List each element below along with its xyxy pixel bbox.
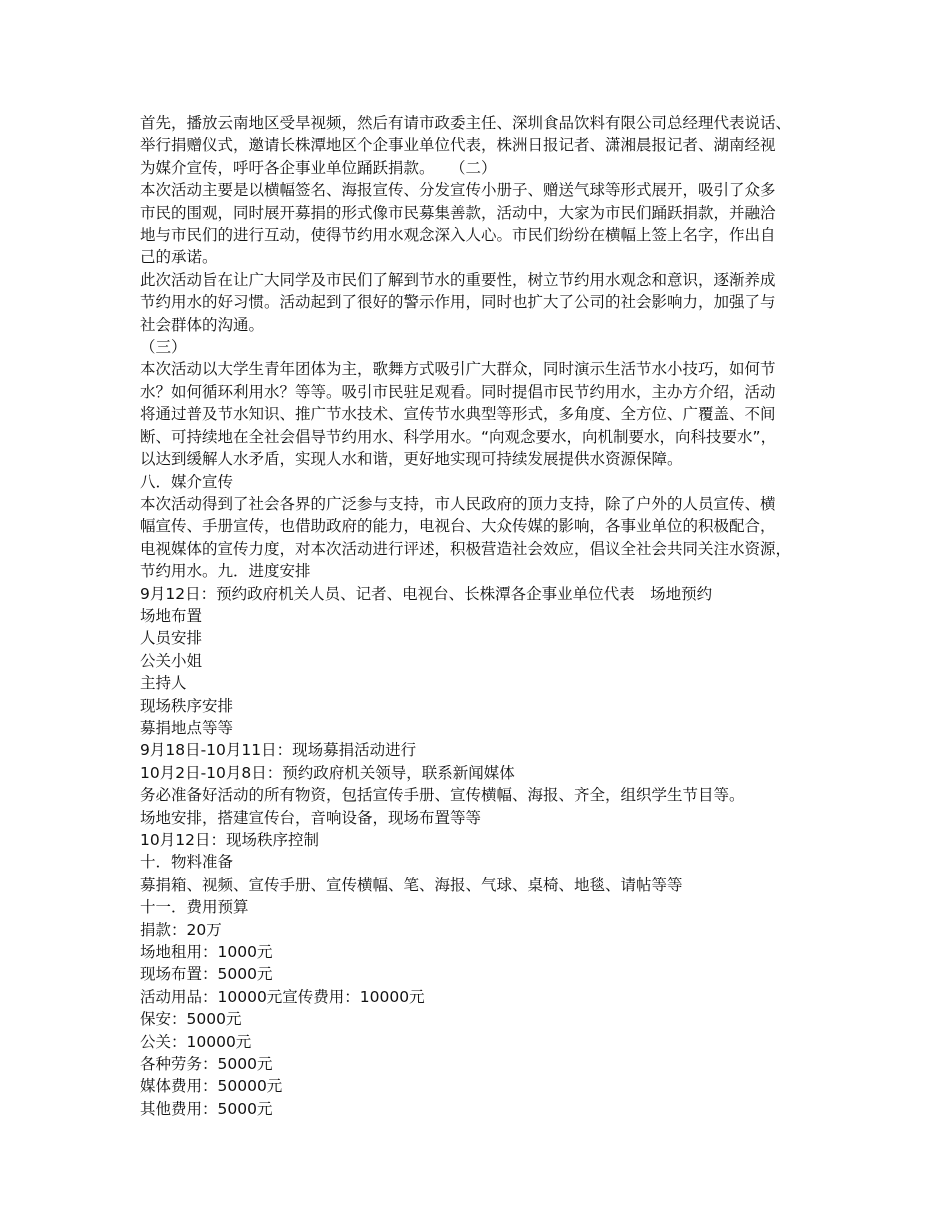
text-line: 保安：5000元: [140, 1010, 242, 1029]
text-line: 其他费用：5000元: [140, 1099, 273, 1118]
text-line: 本次活动得到了社会各界的广泛参与支持，市人民政府的顶力支持，除了户外的人员宣传、横: [140, 494, 776, 513]
text-line: 节约用水。九．进度安排: [140, 562, 311, 581]
text-line: 本次活动以大学生青年团体为主，歌舞方式吸引广大群众，同时演示生活节水小技巧，如何节: [140, 360, 776, 379]
text-line: 现场秩序安排: [140, 696, 234, 715]
text-line: 节约用水的好习惯。活动起到了很好的警示作用，同时也扩大了公司的社会影响力，加强了与: [140, 293, 776, 312]
text-line: 10月12日：现场秩序控制: [140, 831, 319, 849]
text-line: 此次活动旨在让广大同学及市民们了解到节水的重要性，树立节约用水观念和意识，逐渐养成: [140, 270, 776, 289]
text-line: 本次活动主要是以横幅签名、海报宣传、分发宣传小册子、赠送气球等形式展开，吸引了众多: [140, 181, 776, 200]
text-line: 募捐地点等等: [140, 718, 234, 737]
text-line: 活动用品：10000元宣传费用：10000元: [140, 987, 425, 1006]
text-line: 为媒介宣传，呼吁各企事业单位踊跃捐款。 （二）: [140, 158, 497, 177]
text-line: 八．媒介宣传: [140, 472, 234, 491]
text-line: 十一．费用预算: [140, 898, 249, 917]
text-line: 公关：10000元: [140, 1032, 252, 1051]
text-line: 十．物料准备: [140, 853, 234, 872]
text-line: 公关小姐: [140, 651, 203, 670]
text-line: 主持人: [140, 674, 187, 693]
text-line: 媒体费用：50000元: [140, 1077, 283, 1096]
text-line: 举行捐赠仪式，邀请长株潭地区个企事业单位代表，株洲日报记者、潇湘晨报记者、湖南经视: [140, 136, 776, 155]
text-line: 募捐箱、视频、宣传手册、宣传横幅、笔、海报、气球、桌椅、地毯、请帖等等: [140, 875, 683, 894]
text-line: 社会群体的沟通。: [140, 315, 265, 334]
text-line: 10月2日-10月8日：预约政府机关领导，联系新闻媒体: [140, 763, 515, 782]
text-line: 9月12日：预约政府机关人员、记者、电视台、长株潭各企事业单位代表 场地预约: [140, 584, 713, 603]
text-line: 地与市民们的进行互动，使得节约用水观念深入人心。市民们纷纷在横幅上签上名字，作出自: [140, 226, 776, 245]
text-line: 电视媒体的宣传力度，对本次活动进行评述，积极营造社会效应，倡议全社会共同关注水资源，: [140, 539, 792, 558]
text-line: 人员安排: [140, 629, 203, 648]
text-line: 首先，播放云南地区受旱视频，然后有请市政委主任、深圳食品饮料有限公司总经理代表说话、: [140, 114, 792, 132]
text-line: 捐款：20万: [140, 920, 222, 939]
text-line: 场地租用：1000元: [140, 943, 273, 962]
text-line: 场地布置: [140, 606, 203, 625]
text-line: 务必准备好活动的所有物资，包括宣传手册、宣传横幅、海报、齐全，组织学生节目等。: [140, 786, 745, 805]
text-line: 断、可持续地在全社会倡导节约用水、科学用水。“向观念要水，向机制要水，向科技要水”，: [140, 427, 777, 446]
text-line: 幅宣传、手册宣传，也借助政府的能力，电视台、大众传媒的影响，各事业单位的积极配合，: [140, 517, 776, 536]
text-line: 市民的围观，同时展开募捐的形式像市民募集善款，活动中，大家为市民们踊跃捐款，并融洽: [140, 203, 776, 222]
text-line: （三）: [140, 338, 187, 357]
document-body: [140, 112, 820, 1120]
text-line: 各种劳务：5000元: [140, 1055, 273, 1074]
text-line: 水？如何循环利用水？等等。吸引市民驻足观看。同时提倡市民节约用水，主办方介绍，活动: [140, 382, 776, 401]
text-line: 场地安排，搭建宣传台，音响设备，现场布置等等: [140, 808, 482, 827]
text-line: 以达到缓解人水矛盾，实现人水和谐，更好地实现可持续发展提供水资源保障。: [140, 450, 683, 469]
text-line: 9月18日-10月11日：现场募捐活动进行: [140, 741, 417, 760]
text-line: 己的承诺。: [140, 248, 218, 267]
text-line: 将通过普及节水知识、推广节水技术、宣传节水典型等形式，多角度、全方位、广覆盖、不间: [140, 405, 776, 424]
text-line: 现场布置：5000元: [140, 965, 273, 984]
